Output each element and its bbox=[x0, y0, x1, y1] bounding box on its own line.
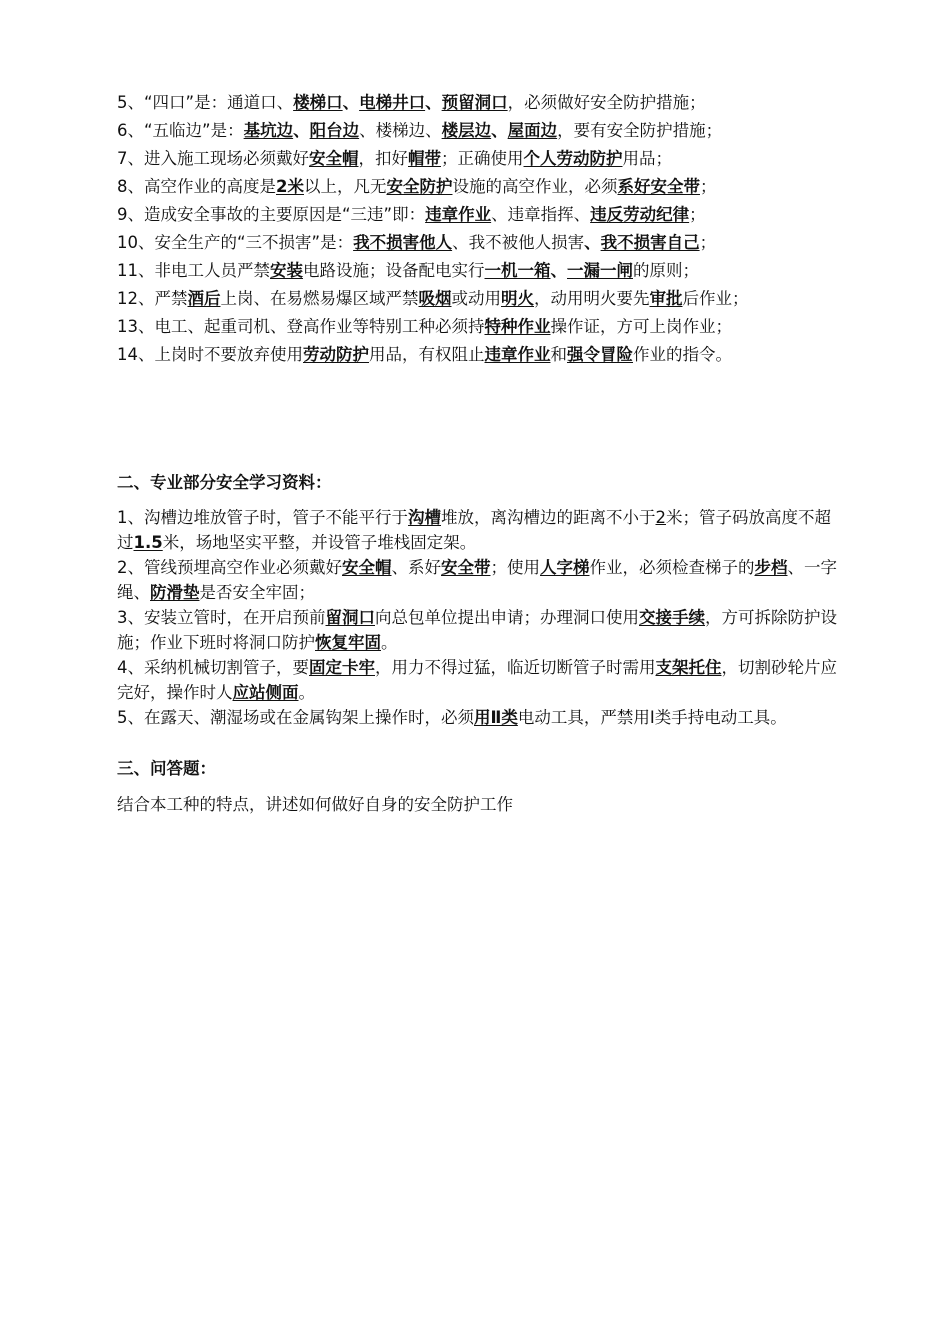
highlight: 防滑垫 bbox=[150, 583, 200, 602]
highlight: 我不损害自己 bbox=[600, 233, 700, 252]
rule-item: 14、上岗时不要放弃使用劳动防护用品，有权阻止违章作业和强令冒险作业的指令。 bbox=[117, 345, 732, 364]
highlight: 特种作业 bbox=[484, 317, 551, 336]
highlight: 一漏一闸 bbox=[567, 261, 633, 280]
highlight: 屋面边 bbox=[507, 121, 558, 140]
rule-item: 8、高空作业的高度是2米以上，凡无安全防护设施的高空作业，必须系好安全带； bbox=[117, 177, 717, 196]
safety-rules-list bbox=[117, 92, 857, 372]
rule-item: 7、进入施工现场必须戴好安全帽，扣好帽带；正确使用个人劳动防护用品； bbox=[117, 149, 672, 168]
question-text: 结合本工种的特点，讲述如何做好自身的安全防护工作 bbox=[117, 795, 513, 814]
highlight: 帽带 bbox=[408, 149, 441, 168]
rule-item: 5、“四口”是：通道口、楼梯口、电梯井口、预留洞口，必须做好安全防护措施； bbox=[117, 93, 706, 112]
list-item: 4、采纳机械切割管子，要固定卡牢，用力不得过猛，临近切断管子时需用支架托住，切割砂轮片应完好，操作时人应站侧面。 bbox=[117, 658, 837, 702]
highlight: 预留洞口 bbox=[441, 93, 508, 112]
highlight: 违反劳动纪律 bbox=[590, 205, 690, 224]
highlight: 恢复牢固 bbox=[315, 633, 381, 652]
list-item: 3、安装立管时，在开启预前留洞口向总包单位提出申请；办理洞口使用交接手续，方可拆除防护设施；作业下班时将洞口防护恢复牢固。 bbox=[117, 608, 837, 652]
rule-item: 11、非电工人员严禁安装电路设施；设备配电实行一机一箱、一漏一闸的原则； bbox=[117, 261, 699, 280]
section-two-heading: 二、专业部分安全学习资料： bbox=[117, 473, 332, 492]
highlight: 违章作业 bbox=[484, 345, 551, 364]
highlight: 沟槽 bbox=[408, 508, 441, 527]
highlight: 劳动防护 bbox=[303, 345, 369, 364]
highlight: 支架托住 bbox=[655, 658, 722, 677]
highlight: 明火 bbox=[501, 289, 534, 308]
highlight: 固定卡牢 bbox=[309, 658, 375, 677]
highlight: 交接手续 bbox=[639, 608, 705, 627]
highlight: 安全帽 bbox=[309, 149, 359, 168]
highlight: 步档 bbox=[754, 558, 788, 577]
highlight: 留洞口 bbox=[325, 608, 375, 627]
highlight: 人字梯 bbox=[540, 558, 590, 577]
highlight: 一机一箱 bbox=[484, 261, 551, 280]
highlight: 安装 bbox=[270, 261, 303, 280]
professional-safety-list bbox=[117, 505, 845, 730]
rule-item: 10、安全生产的“三不损害”是：我不损害他人、我不被他人损害、我不损害自己； bbox=[117, 233, 717, 252]
highlight: 审批 bbox=[649, 289, 683, 308]
highlight: 安全防护 bbox=[386, 177, 453, 196]
highlight: 2米 bbox=[276, 177, 304, 196]
highlight: 1.5 bbox=[133, 533, 163, 552]
highlight: 2 bbox=[655, 508, 666, 527]
highlight: 基坑边 bbox=[243, 121, 294, 140]
highlight: 个人劳动防护 bbox=[523, 149, 623, 168]
highlight: 系好安全带 bbox=[617, 177, 700, 196]
rule-item: 12、严禁酒后上岗、在易燃易爆区域严禁吸烟或动用明火，动用明火要先审批后作业； bbox=[117, 289, 749, 308]
highlight: 电梯井口 bbox=[359, 93, 426, 112]
highlight: 违章作业 bbox=[425, 205, 492, 224]
highlight: 安全帽 bbox=[342, 558, 392, 577]
highlight: 酒后 bbox=[187, 289, 221, 308]
highlight: 我不损害他人 bbox=[353, 233, 453, 252]
highlight: 安全带 bbox=[441, 558, 491, 577]
list-item: 1、沟槽边堆放管子时，管子不能平行于沟槽堆放，离沟槽边的距离不小于2米；管子码放高度不超过1.5米，场地坚实平整，并设管子堆栈固定架。 bbox=[117, 508, 831, 552]
rule-item: 13、电工、起重司机、登高作业等特别工种必须持特种作业操作证，方可上岗作业； bbox=[117, 317, 732, 336]
rule-item: 6、“五临边”是：基坑边、阳台边、楼梯边、楼层边、屋面边，要有安全防护措施； bbox=[117, 121, 723, 140]
highlight: 用Ⅱ类 bbox=[474, 708, 518, 727]
highlight: 应站侧面 bbox=[232, 683, 299, 702]
highlight: 强令冒险 bbox=[567, 345, 633, 364]
rule-item: 9、造成安全事故的主要原因是“三违”即：违章作业、违章指挥、违反劳动纪律； bbox=[117, 205, 706, 224]
list-item: 2、管线预埋高空作业必须戴好安全帽、系好安全带；使用人字梯作业，必须检查梯子的步档、一字绳、防滑垫是否安全牢固； bbox=[117, 558, 837, 602]
section-three-heading: 三、问答题： bbox=[117, 759, 216, 778]
highlight: 楼梯口 bbox=[293, 93, 343, 112]
highlight: 吸烟 bbox=[418, 289, 452, 308]
list-item: 5、在露天、潮湿场或在金属钩架上操作时，必须用Ⅱ类电动工具，严禁用Ⅰ类手持电动工具。 bbox=[117, 708, 787, 727]
highlight: 阳台边 bbox=[309, 121, 360, 140]
highlight: 楼层边 bbox=[441, 121, 492, 140]
